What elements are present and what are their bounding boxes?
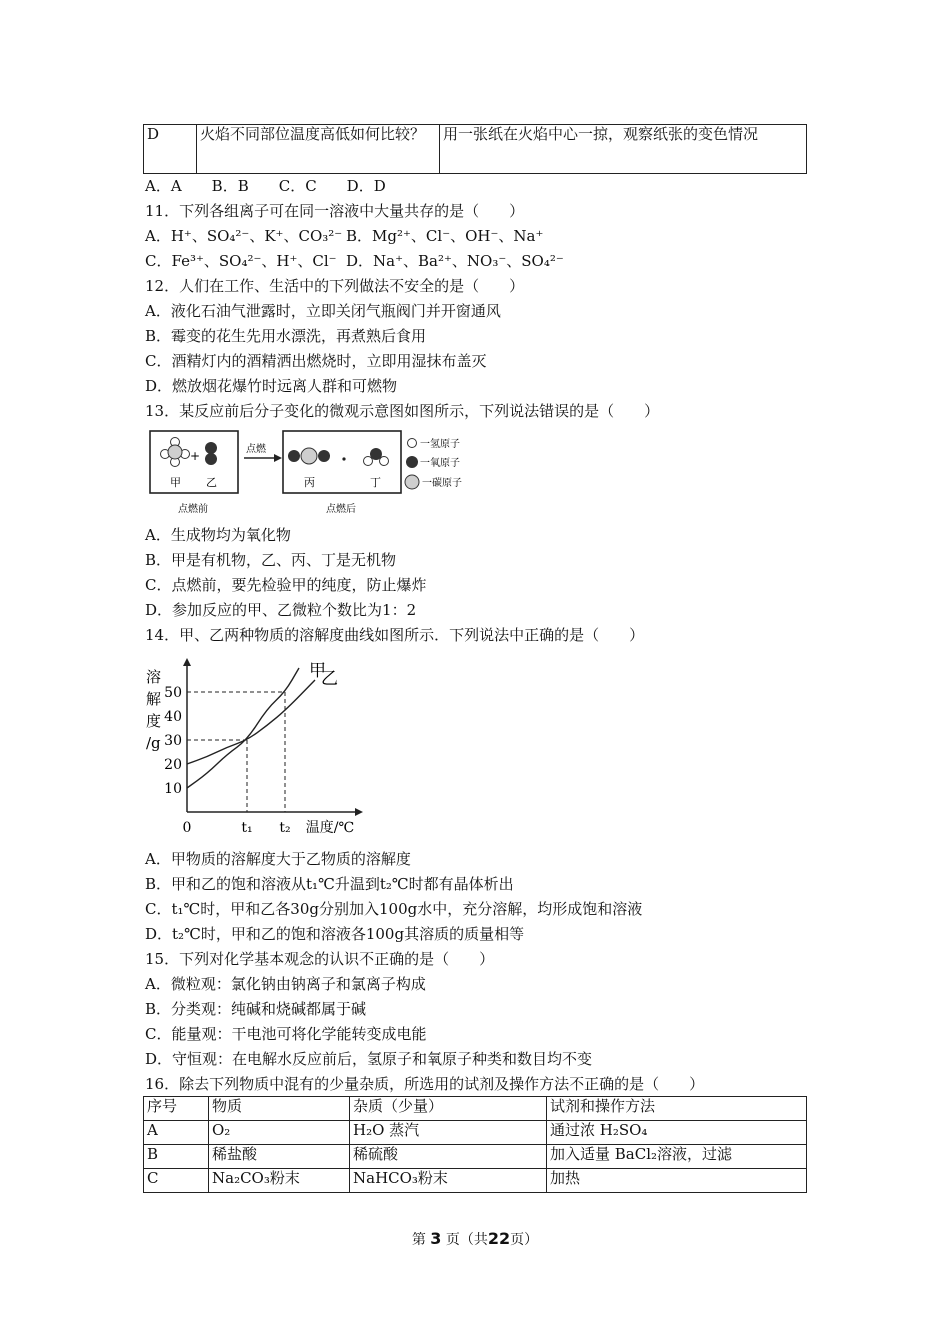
q11-option-d: D．Na⁺、Ba²⁺、NO₃⁻、SO₄²⁻ <box>346 252 564 270</box>
series-curve-jia <box>187 668 299 788</box>
series-label: 乙 <box>321 669 338 689</box>
label-yi: 乙 <box>206 476 217 489</box>
total-pages: 22 <box>487 1229 511 1248</box>
after-caption: 点燃后 <box>326 504 356 515</box>
row-letter: D <box>144 125 197 174</box>
x-axis-arrow-icon <box>355 808 363 816</box>
q15-option-a: A．微粒观：氯化钠由钠离子和氯离子构成 <box>145 975 426 993</box>
q13-stem: 13．某反应前后分子变化的微观示意图如图所示，下列说法错误的是（ ） <box>145 402 660 420</box>
table-cell: 稀硫酸 <box>350 1145 547 1169</box>
row-question: 火焰不同部位温度高低如何比较？ <box>197 125 440 174</box>
legend-c: 一碳原子 <box>422 478 462 489</box>
q12-option-a: A．液化石油气泄露时，立即关闭气瓶阀门并开窗通风 <box>145 302 501 320</box>
q15-stem: 15．下列对化学基本观念的认识不正确的是（ ） <box>145 950 495 968</box>
page-footer <box>0 1229 950 1249</box>
table-cell: H₂O 蒸汽 <box>350 1121 547 1145</box>
table-cell: 加热 <box>547 1169 807 1193</box>
y-axis-label: /g <box>146 734 161 752</box>
x-tick-label: t₂ <box>279 820 291 836</box>
q11-stem: 11．下列各组离子可在同一溶液中大量共存的是（ ） <box>145 202 525 220</box>
header-cell: 序号 <box>144 1097 209 1121</box>
q12-option-c: C．酒精灯内的酒精洒出燃烧时，立即用湿抹布盖灭 <box>145 352 487 370</box>
top-table <box>143 124 807 174</box>
q12-option-d: D．燃放烟花爆竹时远离人群和可燃物 <box>145 377 398 395</box>
o-atom <box>288 450 300 462</box>
table-cell: A <box>144 1121 209 1145</box>
table-cell: C <box>144 1169 209 1193</box>
before-caption: 点燃前 <box>178 504 208 515</box>
header-cell: 杂质（少量） <box>350 1097 547 1121</box>
page-number: 3 <box>430 1229 442 1248</box>
dot-separator <box>342 457 345 460</box>
series-label: 甲 <box>309 661 326 681</box>
table-cell: B <box>144 1145 209 1169</box>
y-tick-label: 50 <box>164 685 182 701</box>
footer-mid: 页（共 <box>445 1232 488 1248</box>
q14-option-a: A．甲物质的溶解度大于乙物质的溶解度 <box>145 850 411 868</box>
y-tick-label: 20 <box>164 757 182 773</box>
q11-option-c: C．Fe³⁺、SO₄²⁻、H⁺、Cl⁻ <box>145 252 337 270</box>
x-tick-label: 0 <box>182 820 192 836</box>
header-cell: 试剂和操作方法 <box>547 1097 807 1121</box>
header-cell: 物质 <box>209 1097 350 1121</box>
q15-option-b: B．分类观：纯碱和烧碱都属于碱 <box>145 1000 367 1018</box>
h-atom <box>380 457 389 466</box>
q13-option-c: C．点燃前，要先检验甲的纯度，防止爆炸 <box>145 576 427 594</box>
reaction-diagram <box>148 428 474 518</box>
label-jia: 甲 <box>170 476 181 489</box>
c-atom <box>301 448 317 464</box>
y-axis-label: 解 <box>146 690 162 708</box>
q13-option-a: A．生成物均为氧化物 <box>145 526 291 544</box>
label-bing: 丙 <box>304 476 315 489</box>
y-tick-label: 40 <box>164 709 182 725</box>
table-cell: 通过浓 H₂SO₄ <box>547 1121 807 1145</box>
q10-options: A．A B．B C．C D．D <box>145 177 386 195</box>
q14-option-d: D．t₂℃时，甲和乙的饱和溶液各100g其溶质的质量相等 <box>145 925 525 943</box>
y-axis-arrow-icon <box>183 658 191 666</box>
q14-stem: 14．甲、乙两种物质的溶解度曲线如图所示．下列说法中正确的是（ ） <box>145 626 645 644</box>
x-tick-label: t₁ <box>241 820 253 836</box>
label-ding: 丁 <box>370 476 381 489</box>
footer-prefix: 第 <box>411 1232 426 1248</box>
h-atom <box>364 457 373 466</box>
q15-option-c: C．能量观：干电池可将化学能转变成电能 <box>145 1025 427 1043</box>
series-curve-yi <box>187 680 315 764</box>
o-atom <box>205 453 217 465</box>
q14-option-b: B．甲和乙的饱和溶液从t₁℃升温到t₂℃时都有晶体析出 <box>145 875 514 893</box>
footer-suffix: 页） <box>510 1232 539 1248</box>
solubility-chart <box>140 652 370 842</box>
table-cell: 加入适量 BaCl₂溶液，过滤 <box>547 1145 807 1169</box>
q12-stem: 12．人们在工作、生活中的下列做法不安全的是（ ） <box>145 277 525 295</box>
arrow-head-icon <box>274 454 282 462</box>
q15-option-d: D．守恒观：在电解水反应前后，氢原子和氧原子种类和数目均不变 <box>145 1050 593 1068</box>
table-cell: O₂ <box>209 1121 350 1145</box>
plus-sign: + <box>190 449 201 463</box>
y-tick-label: 10 <box>164 781 182 797</box>
q16-table <box>143 1096 807 1193</box>
table-cell: 稀盐酸 <box>209 1145 350 1169</box>
y-axis-label: 溶 <box>146 668 162 686</box>
q12-option-b: B．霉变的花生先用水漂洗，再煮熟后食用 <box>145 327 427 345</box>
q13-option-b: B．甲是有机物，乙、丙、丁是无机物 <box>145 551 397 569</box>
row-method: 用一张纸在火焰中心一掠，观察纸张的变色情况 <box>440 125 807 174</box>
y-tick-label: 30 <box>164 733 182 749</box>
arrow-label: 点燃 <box>246 444 266 455</box>
table-cell: NaHCO₃粉末 <box>350 1169 547 1193</box>
q11-option-b: B．Mg²⁺、Cl⁻、OH⁻、Na⁺ <box>346 227 544 245</box>
legend-c-icon <box>405 475 419 489</box>
q14-option-c: C．t₁℃时，甲和乙各30g分别加入100g水中，充分溶解，均形成饱和溶液 <box>145 900 643 918</box>
q13-option-d: D．参加反应的甲、乙微粒个数比为1：2 <box>145 601 417 619</box>
legend-o: 一氧原子 <box>420 458 460 469</box>
o-atom <box>205 442 217 454</box>
legend-h-icon <box>408 439 417 448</box>
table-cell: Na₂CO₃粉末 <box>209 1169 350 1193</box>
legend-h: 一氢原子 <box>420 439 460 450</box>
q11-option-a: A．H⁺、SO₄²⁻、K⁺、CO₃²⁻ <box>145 227 343 245</box>
q16-stem: 16．除去下列物质中混有的少量杂质，所选用的试剂及操作方法不正确的是（ ） <box>145 1075 705 1093</box>
legend-o-icon <box>406 456 418 468</box>
o-atom <box>318 450 330 462</box>
x-axis-label: 温度/℃ <box>305 820 355 836</box>
c-atom <box>168 445 182 459</box>
y-axis-label: 度 <box>146 712 162 730</box>
